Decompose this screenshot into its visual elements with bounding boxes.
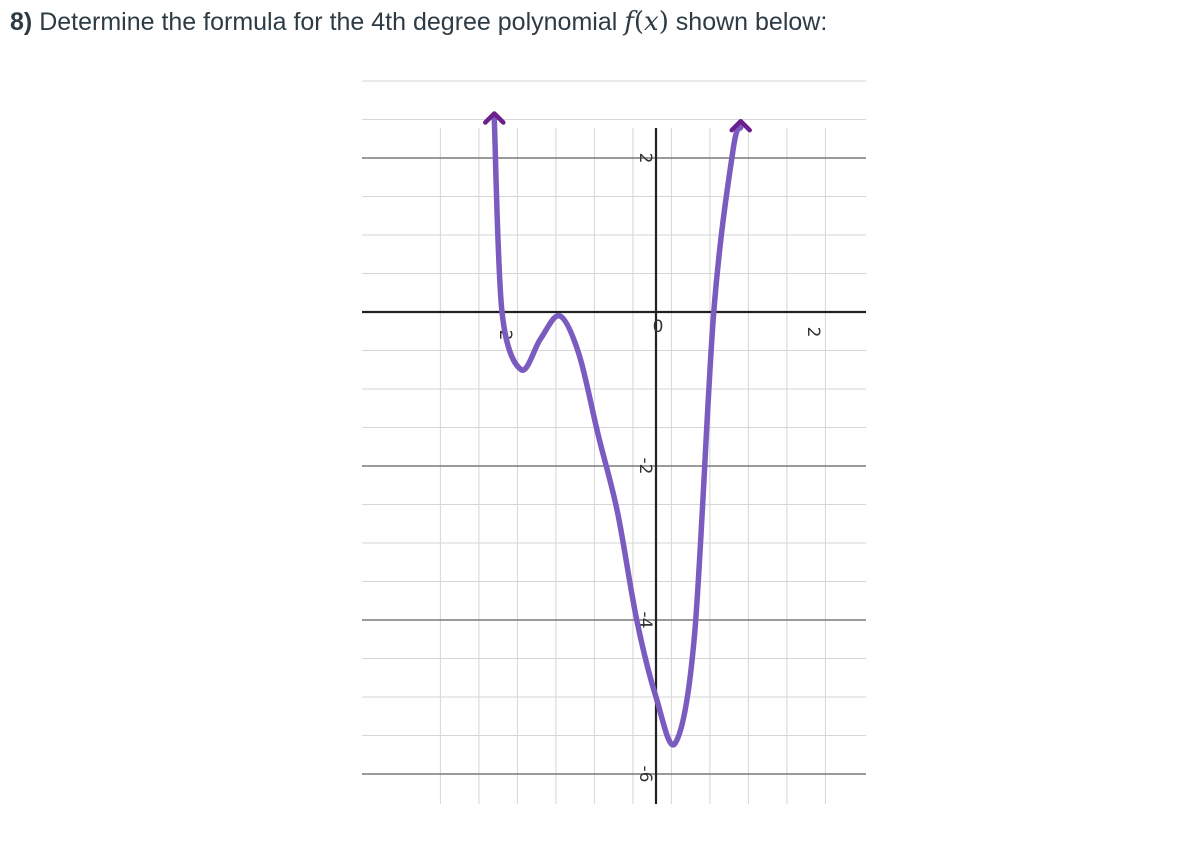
x-tick-label: -2 [495,323,515,341]
y-tick-label: -6 [635,765,655,783]
tick-labels [495,153,823,783]
question-number: 8) [10,8,33,36]
function-name: f [624,7,634,37]
minor-gridlines [362,81,866,804]
close-paren: ) [658,7,669,37]
y-tick-label: 2 [635,152,655,164]
open-paren: ( [633,7,645,37]
y-tick-label: -4 [635,611,655,629]
polynomial-curve [494,120,740,745]
major-gridlines [362,158,866,774]
y-tick-label: -2 [635,457,655,475]
curve-end-arrows [485,114,749,131]
function-variable: x [644,7,659,37]
polynomial-curve-line [494,120,740,745]
x-tick-label: 2 [803,326,823,338]
question-suffix: shown below: [675,8,828,36]
question-prompt: Determine the formula for the 4th degree polynomial [39,8,618,36]
x-tick-label: 0 [652,317,664,337]
